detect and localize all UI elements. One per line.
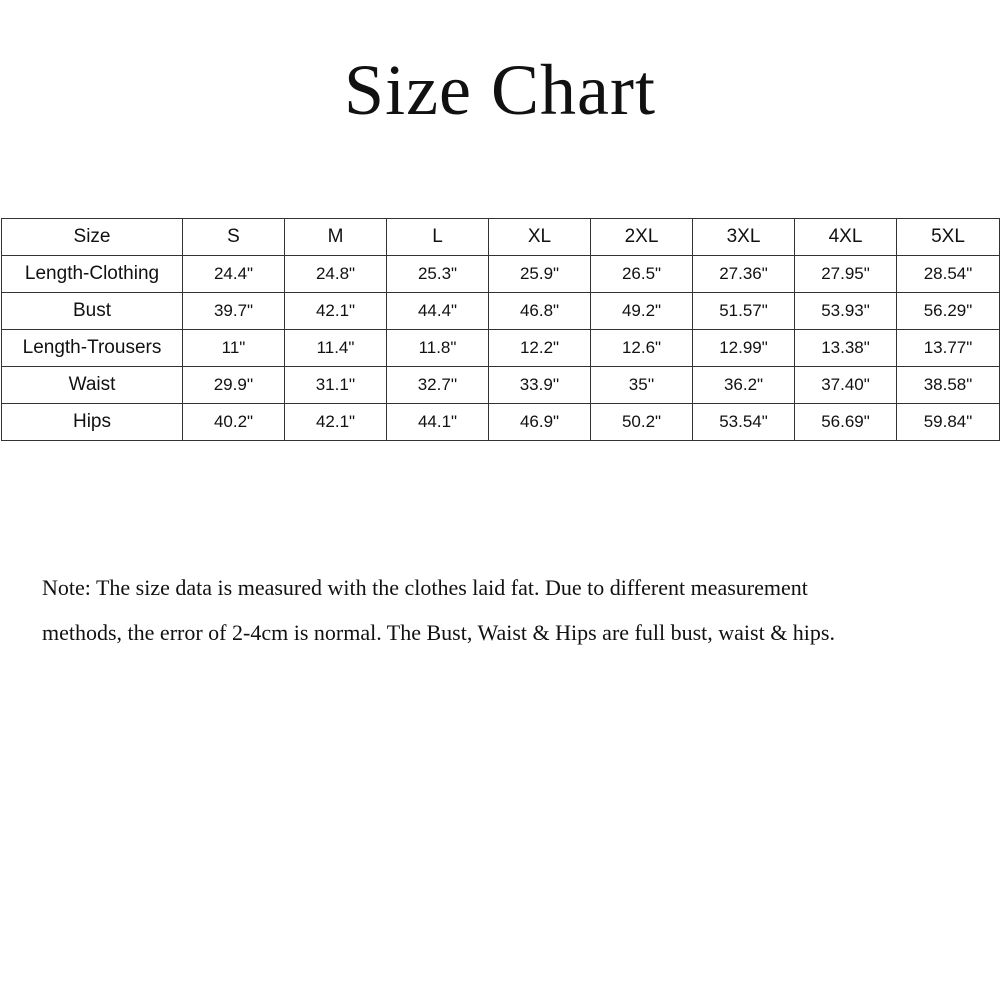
table-row: [2, 293, 1000, 330]
table-row: [2, 367, 1000, 404]
table-cell: 25.9": [489, 256, 591, 293]
table-cell: 53.54": [693, 404, 795, 441]
table-cell: 11.8": [387, 330, 489, 367]
table-cell: 28.54": [897, 256, 1000, 293]
page-title: Size Chart: [344, 50, 656, 130]
row-label: Waist: [2, 367, 183, 404]
table-cell: 25.3": [387, 256, 489, 293]
table-cell: 42.1": [285, 404, 387, 441]
table-cell: 42.1": [285, 293, 387, 330]
table-cell: 12.99": [693, 330, 795, 367]
table-cell: 29.9'': [183, 367, 285, 404]
table-cell: 11.4": [285, 330, 387, 367]
table-cell: 44.4": [387, 293, 489, 330]
note-line-2: methods, the error of 2-4cm is normal. The Bust, Waist & Hips are full bust, waist & hips.: [42, 620, 835, 645]
table-row: [2, 256, 1000, 293]
table-cell: 50.2": [591, 404, 693, 441]
table-cell: 31.1'': [285, 367, 387, 404]
size-chart-table: [1, 218, 1000, 441]
header-cell-size: Size: [2, 219, 183, 256]
table-cell: 33.9'': [489, 367, 591, 404]
table-cell: 27.36": [693, 256, 795, 293]
table-cell: 49.2": [591, 293, 693, 330]
header-cell: 5XL: [897, 219, 1000, 256]
table-cell: 44.1": [387, 404, 489, 441]
table-cell: 36.2": [693, 367, 795, 404]
table-cell: 11": [183, 330, 285, 367]
header-cell: 3XL: [693, 219, 795, 256]
table-cell: 32.7'': [387, 367, 489, 404]
table-cell: 46.8": [489, 293, 591, 330]
table-cell: 56.29": [897, 293, 1000, 330]
table-row: [2, 330, 1000, 367]
table-cell: 13.77": [897, 330, 1000, 367]
table-cell: 56.69": [795, 404, 897, 441]
row-label: Hips: [2, 404, 183, 441]
table-cell: 13.38": [795, 330, 897, 367]
table-cell: 24.8": [285, 256, 387, 293]
table-cell: 12.2": [489, 330, 591, 367]
header-cell: 2XL: [591, 219, 693, 256]
table-cell: 53.93": [795, 293, 897, 330]
table-cell: 12.6": [591, 330, 693, 367]
row-label: Length-Clothing: [2, 256, 183, 293]
table-cell: 35'': [591, 367, 693, 404]
header-cell: M: [285, 219, 387, 256]
table-cell: 59.84": [897, 404, 1000, 441]
table-header-row: [2, 219, 1000, 256]
header-cell: L: [387, 219, 489, 256]
measurement-note: [42, 565, 982, 655]
table-cell: 46.9": [489, 404, 591, 441]
table-cell: 51.57": [693, 293, 795, 330]
table-cell: 40.2": [183, 404, 285, 441]
table-cell: 38.58": [897, 367, 1000, 404]
header-cell: XL: [489, 219, 591, 256]
header-cell: 4XL: [795, 219, 897, 256]
row-label: Bust: [2, 293, 183, 330]
table-cell: 24.4": [183, 256, 285, 293]
table-cell: 39.7": [183, 293, 285, 330]
table-row: [2, 404, 1000, 441]
row-label: Length-Trousers: [2, 330, 183, 367]
table-cell: 37.40": [795, 367, 897, 404]
table-cell: 27.95": [795, 256, 897, 293]
table-cell: 26.5": [591, 256, 693, 293]
note-line-1: Note: The size data is measured with the clothes laid fat. Due to different measurement: [42, 575, 808, 600]
header-cell: S: [183, 219, 285, 256]
